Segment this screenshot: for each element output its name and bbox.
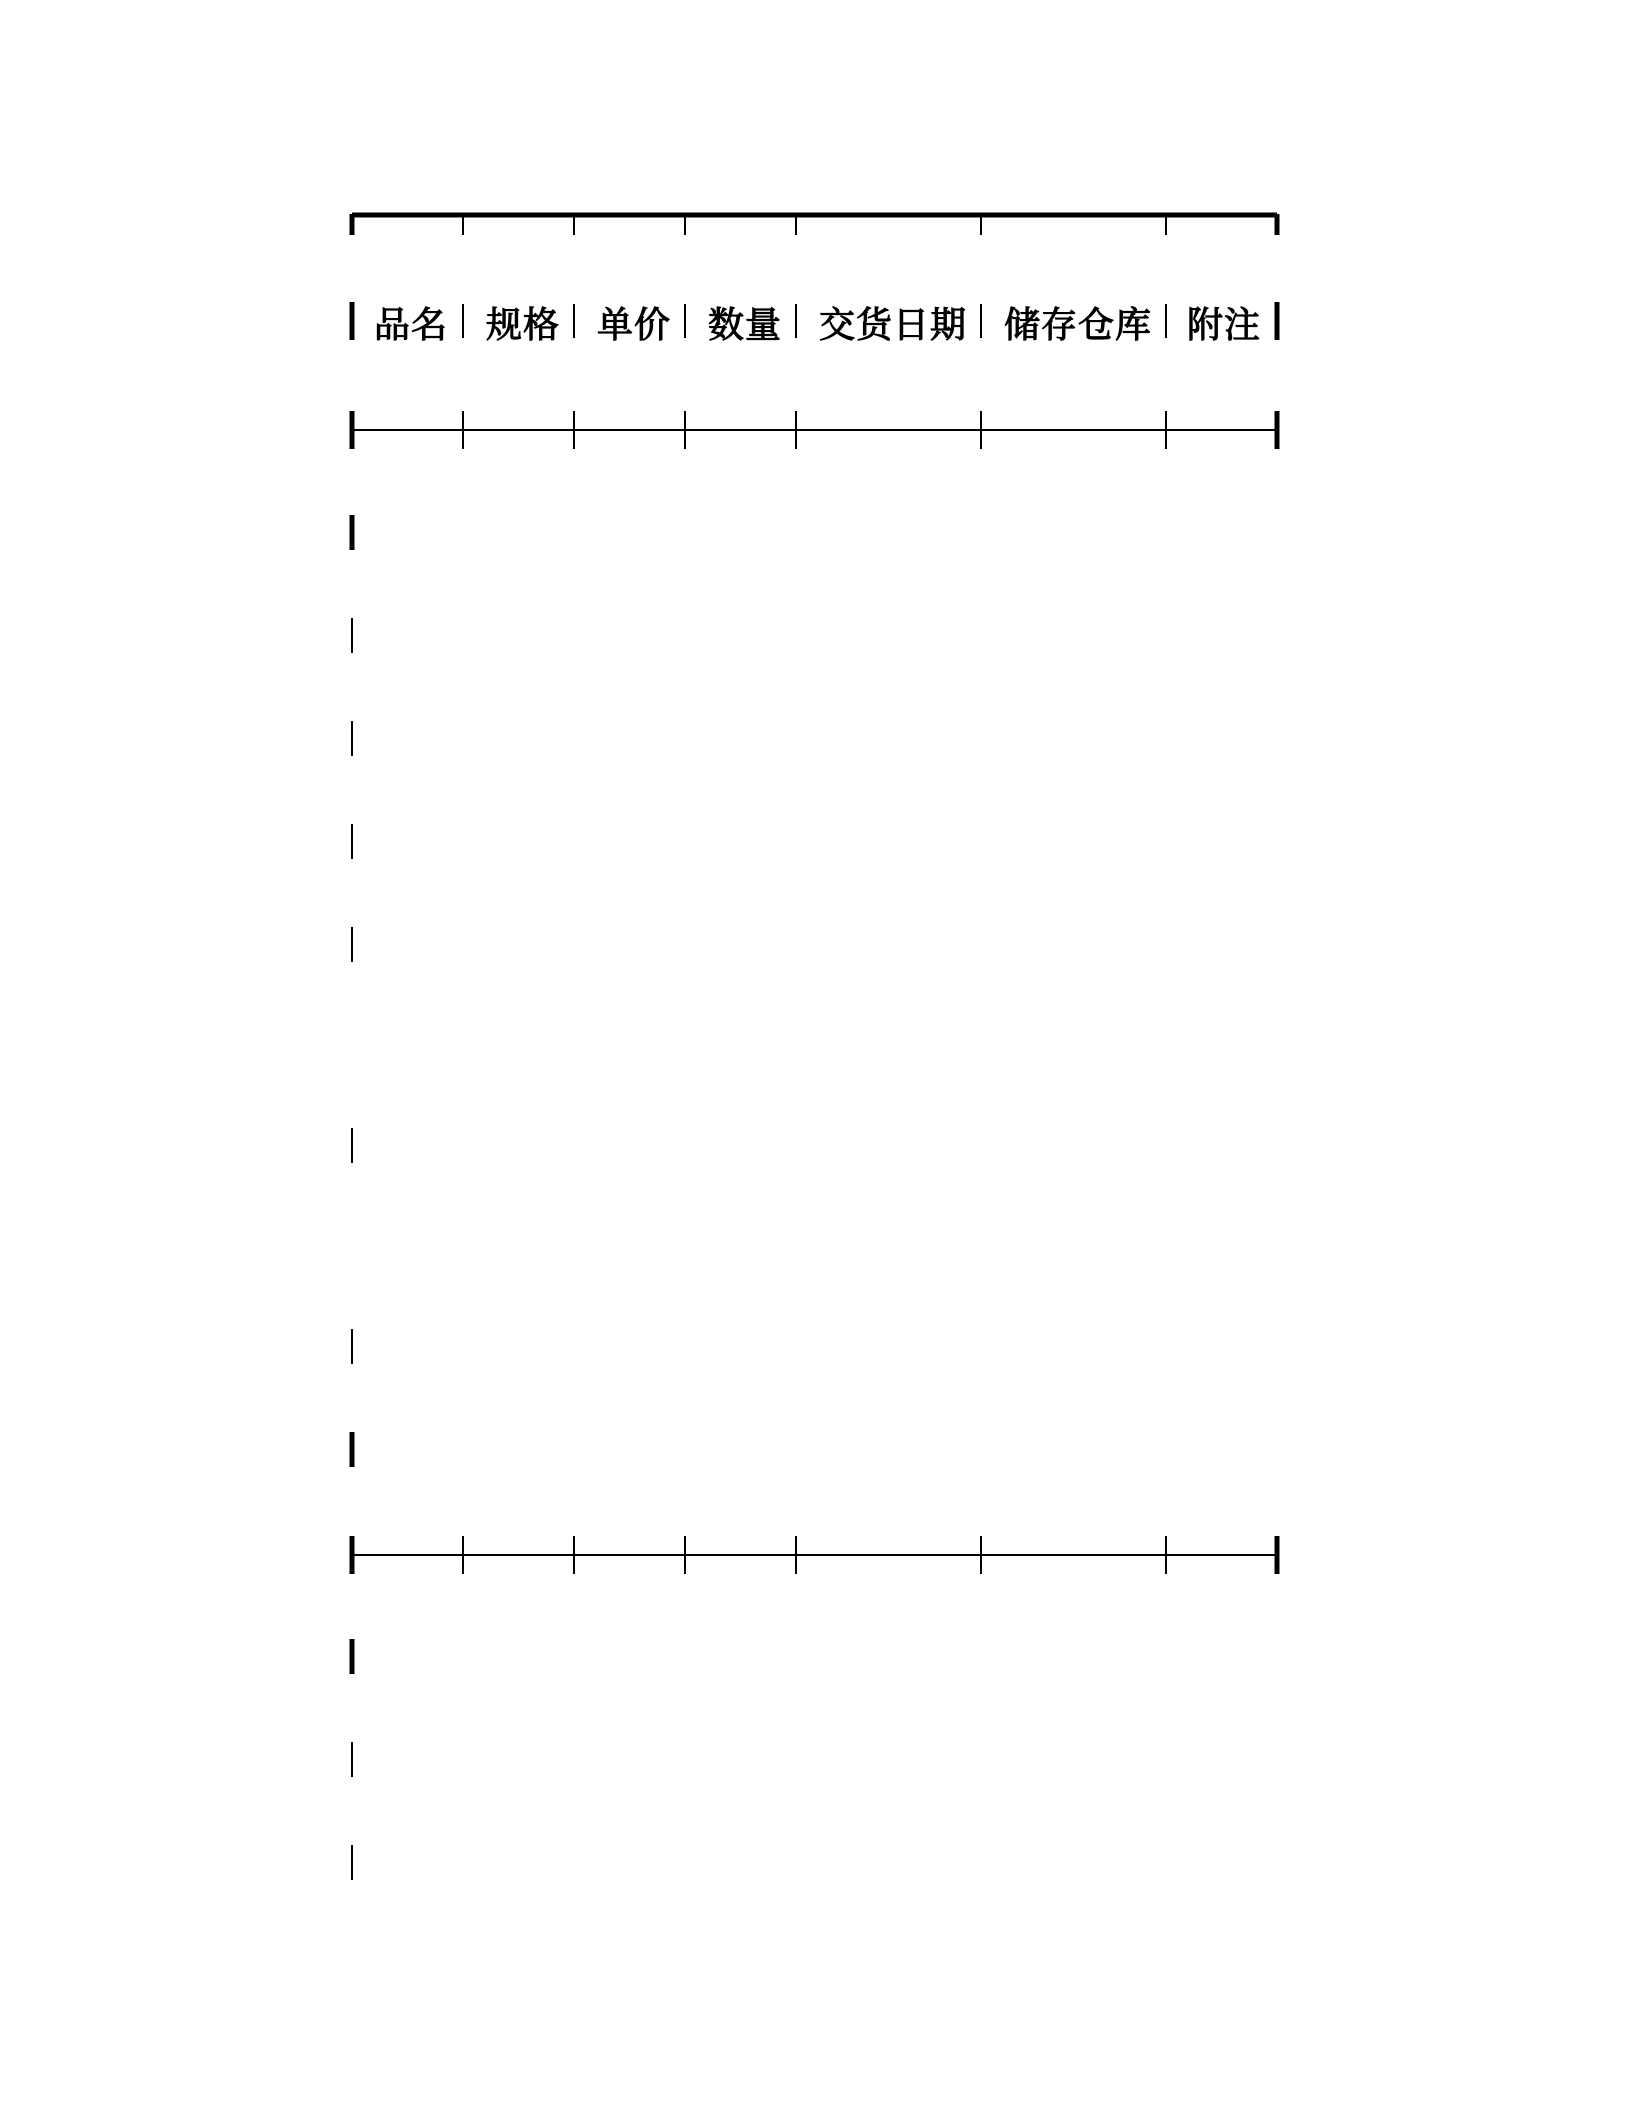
header-warehouse: 储存仓库 [1003,304,1152,346]
header-remarks: 附注 [1186,304,1261,346]
header-quantity: 数量 [707,304,782,346]
header-name: 品名 [373,304,448,346]
header-spec: 规格 [485,304,560,346]
header-unit-price: 单价 [596,304,671,346]
header-delivery-date: 交货日期 [818,304,967,346]
